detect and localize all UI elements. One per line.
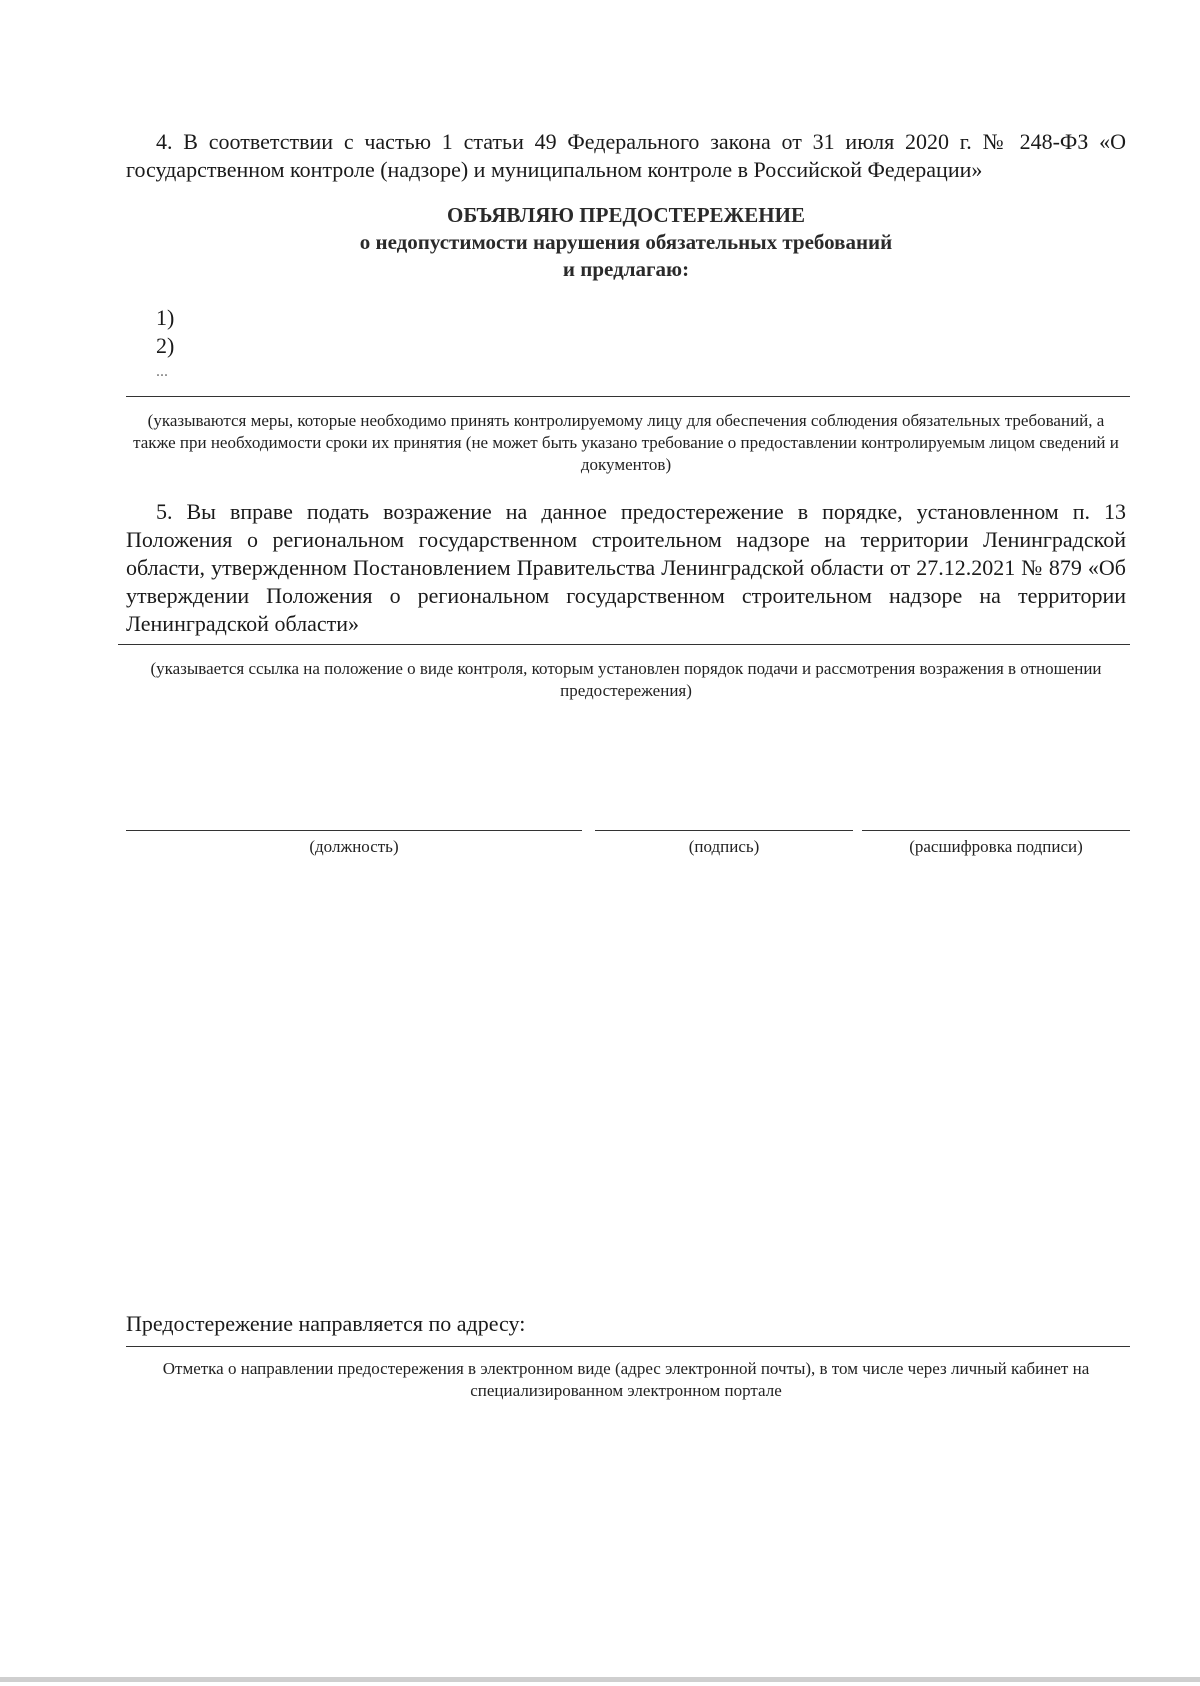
- position-label: (должность): [309, 837, 399, 856]
- position-line: [126, 830, 582, 831]
- signature-line: [595, 830, 853, 831]
- heading-declare-warning: ОБЪЯВЛЯЮ ПРЕДОСТЕРЕЖЕНИЕ: [447, 203, 805, 227]
- heading-propose: и предлагаю:: [562, 257, 690, 281]
- paragraph-5: 5. Вы вправе подать возражение на данное предостережение в порядке, установленном п. 13 Положения о региональном государственном строительном надзоре на территории Ленинградской области, утвержденном Постановлением Правительства Ленинградской области от 27.12.2021 № 879 «Об утверждении Положения о региональном государственном строительном надзоре на территории Ленинградской области»: [126, 499, 1126, 636]
- address-label: Предостережение направляется по адресу:: [126, 1311, 526, 1336]
- list-item-2: 2): [156, 333, 175, 358]
- note-measures: (указываются меры, которые необходимо принять контролируемому лицу для обеспечения соблюдения обязательных требований, а также при необходимости сроки их принятия (не может быть указано требование о предоставлении контролируемым лицом сведений и документов): [133, 411, 1119, 474]
- objection-line: [118, 644, 1130, 645]
- signature-label: (подпись): [688, 837, 760, 856]
- note-objection: (указывается ссылка на положение о виде контроля, которым установлен порядок подачи и рассмотрения возражения в отношении предостережения): [150, 659, 1102, 700]
- list-item-ellipsis: ...: [156, 363, 168, 380]
- measures-line: [126, 396, 1130, 397]
- paragraph-4: 4. В соответствии с частью 1 статьи 49 Федерального закона от 31 июля 2020 г. № 248-ФЗ «О государственном контроле (надзоре) и муниципальном контроле в Российской Федерации»: [126, 129, 1126, 182]
- note-email: Отметка о направлении предостережения в электронном виде (адрес электронной почты), в том числе через личный кабинет на специализированном электронном портале: [162, 1359, 1090, 1400]
- signature-decode-label: (расшифровка подписи): [909, 837, 1083, 856]
- scan-bottom-edge: [0, 1677, 1200, 1682]
- signature-decode-line: [862, 830, 1130, 831]
- list-item-1: 1): [156, 305, 175, 330]
- address-line: [126, 1346, 1130, 1347]
- heading-subtitle: о недопустимости нарушения обязательных требований: [359, 230, 893, 254]
